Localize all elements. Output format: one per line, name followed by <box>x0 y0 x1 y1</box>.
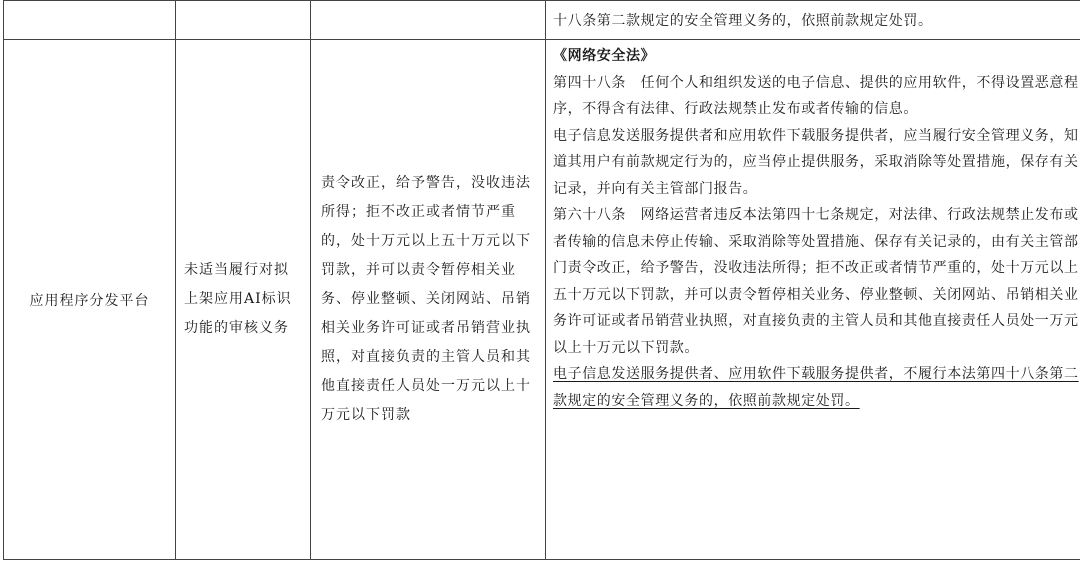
law-cell <box>546 40 1080 560</box>
subject-text: 应用程序分发平台 <box>29 292 150 309</box>
penalty-cell <box>311 40 546 560</box>
table-row <box>4 40 1080 560</box>
law-continuation-text: 十八条第二款规定的安全管理义务的，依照前款规定处罚。 <box>553 13 933 29</box>
table-row <box>4 1 1080 40</box>
obligation-cell <box>176 40 311 560</box>
table-cell-empty <box>311 1 546 40</box>
law-paragraph: 第六十八条 网络运营者违反本法第四十七条规定，对法律、行政法规禁止发布或者传输的信息未停止传输、采取消除等处置措施、保存有关记录的，由有关主管部门责令改正，给予警告，没收违法所得；拒不改正或者情节严重的，处十万元以上五十万元以下罚款，并可以责令暂停相关业务、停业整顿、关闭网站、吊销相关业务许可证或者吊销营业执照，对直接负责的主管人员和其他直接责任人员处一万元以上十万元以下罚款。 <box>553 207 1079 356</box>
subject-cell <box>4 40 176 560</box>
law-paragraph: 第四十八条 任何个人和组织发送的电子信息、提供的应用软件，不得设置恶意程序，不得含有法律、行政法规禁止发布或者传输的信息。 <box>553 74 1079 117</box>
law-paragraph: 电子信息发送服务提供者和应用软件下载服务提供者，应当履行安全管理义务，知道其用户有前款规定行为的，应当停止提供服务，采取消除等处置措施，保存有关记录，并向有关主管部门报告。 <box>553 127 1079 197</box>
law-cell-continuation <box>546 1 1080 40</box>
underlined-text: 电子信息发送服务提供者、应用软件下载服务提供者，不履行本法第四十八条第二款规定的安全管理义务的，依照前款规定处罚。 <box>553 366 1079 409</box>
table-cell-empty <box>176 1 311 40</box>
obligation-text: 未适当履行对拟上架应用AI标识功能的审核义务 <box>184 262 292 336</box>
penalty-text: 责令改正，给予警告，没收违法所得；拒不改正或者情节严重的，处十万元以上五十万元以下罚款，并可以责令暂停相关业务、停业整顿、关闭网站、吊销相关业务许可证或者吊销营业执照，对直接负责的主管人员和其他直接责任人员处一万元以上十万元以下罚款 <box>321 175 531 423</box>
table-cell-empty <box>4 1 176 40</box>
law-paragraph-underlined <box>553 361 1080 414</box>
law-title: 《网络安全法》 <box>553 48 656 64</box>
regulation-table <box>3 0 1080 560</box>
